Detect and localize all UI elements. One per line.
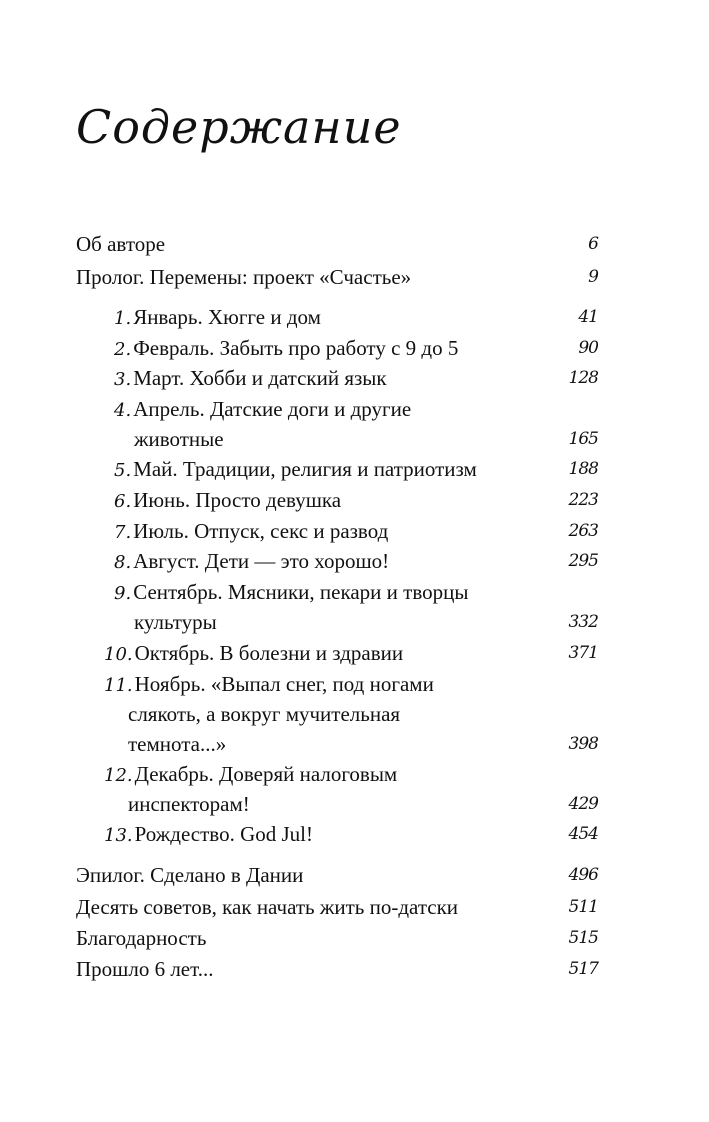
page-number: 398 (568, 734, 598, 754)
chapter-number: 6. (114, 491, 132, 512)
chapter-title: Февраль. Забыть про работу с 9 до 5 (133, 336, 459, 360)
toc-chapter-entry[interactable] (114, 546, 389, 578)
page-number: 165 (568, 429, 598, 449)
chapter-title: Май. Традиции, религия и патриотизм (133, 457, 477, 481)
chapter-number: 3. (114, 369, 132, 390)
chapter-number: 9. (114, 583, 132, 604)
chapter-title-continuation: инспекторам! (128, 792, 250, 816)
page-number: 263 (568, 521, 598, 541)
toc-chapter-entry[interactable] (114, 454, 477, 486)
chapter-number: 4. (114, 400, 132, 421)
chapter-number: 11. (104, 675, 133, 696)
toc-entry[interactable]: Пролог. Перемены: проект «Счастье» (76, 265, 412, 289)
chapter-title: Рождество. God Jul! (134, 822, 313, 846)
toc-chapter-entry[interactable] (114, 394, 411, 426)
chapter-title-continuation: слякоть, а вокруг мучительная (128, 702, 401, 726)
chapter-title: Сентябрь. Мясники, пекари и творцы (133, 580, 469, 604)
page-number: 41 (578, 307, 598, 327)
page-number: 128 (568, 368, 598, 388)
page-number: 295 (568, 551, 598, 571)
page-number: 188 (568, 459, 598, 479)
chapter-number: 1. (114, 308, 132, 329)
page-number: 429 (568, 794, 598, 814)
toc-title: Содержание (76, 100, 402, 154)
page-number: 517 (568, 959, 598, 979)
chapter-number: 8. (114, 552, 132, 573)
page-number: 515 (568, 928, 598, 948)
toc-entry[interactable]: Благодарность (76, 926, 207, 950)
toc-chapter-entry[interactable] (114, 516, 388, 548)
toc-entry[interactable]: Прошло 6 лет... (76, 957, 214, 981)
page-number: 496 (568, 865, 598, 885)
chapter-number: 10. (104, 644, 133, 665)
chapter-number: 2. (114, 339, 132, 360)
chapter-title: Июнь. Просто девушка (133, 488, 342, 512)
chapter-title: Август. Дети — это хорошо! (133, 549, 390, 573)
chapter-title: Апрель. Датские доги и другие (133, 397, 412, 421)
page-number: 90 (578, 338, 598, 358)
chapter-number: 13. (104, 825, 133, 846)
toc-chapter-entry[interactable] (114, 333, 458, 365)
toc-chapter-entry[interactable] (104, 669, 434, 701)
chapter-title: Март. Хобби и датский язык (133, 366, 387, 390)
toc-chapter-entry[interactable] (104, 638, 403, 670)
toc-chapter-entry[interactable] (114, 485, 341, 517)
toc-entry[interactable]: Эпилог. Сделано в Дании (76, 863, 304, 887)
toc-chapter-entry[interactable] (114, 302, 321, 334)
toc-chapter-entry[interactable] (114, 577, 468, 609)
chapter-title-continuation: культуры (134, 610, 217, 634)
chapter-number: 12. (104, 765, 133, 786)
chapter-number: 7. (114, 522, 132, 543)
chapter-title-continuation: животные (134, 427, 224, 451)
page-number: 6 (588, 234, 598, 254)
page-number: 223 (568, 490, 598, 510)
toc-chapter-entry[interactable] (114, 363, 387, 395)
chapter-number: 5. (114, 460, 132, 481)
toc-chapter-entry[interactable] (104, 759, 397, 791)
toc-entry[interactable]: Об авторе (76, 232, 166, 256)
chapter-title-continuation: темнота...» (128, 732, 227, 756)
chapter-title: Январь. Хюгге и дом (133, 305, 321, 329)
toc-chapter-entry[interactable] (104, 819, 313, 851)
chapter-title: Июль. Отпуск, секс и развод (133, 519, 389, 543)
chapter-title: Октябрь. В болезни и здравии (134, 641, 404, 665)
page-number: 332 (568, 612, 598, 632)
chapter-title: Декабрь. Доверяй налоговым (134, 762, 398, 786)
page-number: 9 (588, 267, 598, 287)
page-number: 511 (568, 897, 598, 917)
chapter-title: Ноябрь. «Выпал снег, под ногами (134, 672, 434, 696)
page-number: 454 (568, 824, 598, 844)
page-number: 371 (568, 643, 598, 663)
toc-entry[interactable]: Десять советов, как начать жить по-датски (76, 895, 459, 919)
